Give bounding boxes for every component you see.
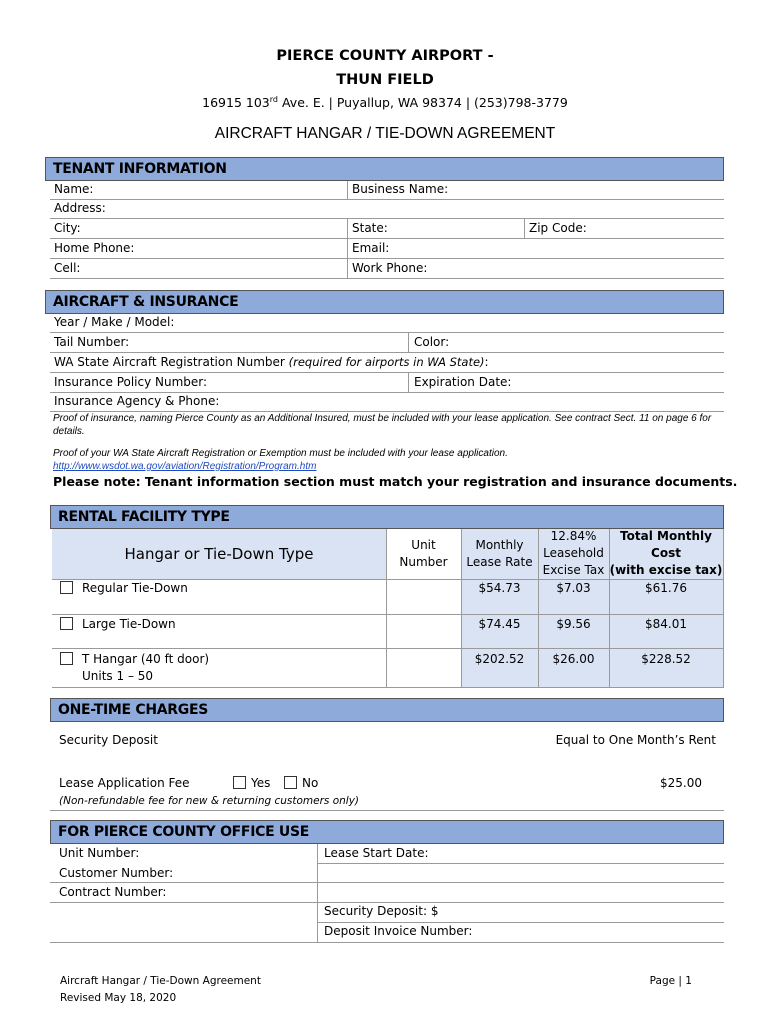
work-phone-field[interactable]: Work Phone: xyxy=(352,261,428,275)
tail-number-field[interactable]: Tail Number: xyxy=(54,335,130,349)
customer-number-field[interactable]: Customer Number: xyxy=(59,866,174,880)
business-name-field[interactable]: Business Name: xyxy=(352,182,449,196)
org-name-line1: PIERCE COUNTY AIRPORT - xyxy=(276,48,494,64)
fee-yes-label: Yes xyxy=(251,776,271,790)
row-label-regular-tie-down: Regular Tie-Down xyxy=(82,581,188,595)
regular-tie-down-checkbox[interactable] xyxy=(60,581,73,594)
monthly-rate-t-hangar: $202.52 xyxy=(474,652,525,666)
form-title: AIRCRAFT HANGAR / TIE-DOWN AGREEMENT xyxy=(214,125,556,142)
security-deposit-value: Equal to One Month’s Rent xyxy=(555,733,716,747)
city-field[interactable]: City: xyxy=(54,221,81,235)
org-name-line2: THUN FIELD xyxy=(336,72,434,88)
unit-number-field[interactable]: Unit Number: xyxy=(59,846,140,860)
section-office-heading: FOR PIERCE COUNTY OFFICE USE xyxy=(50,820,724,844)
t-hangar-checkbox[interactable] xyxy=(60,652,73,665)
application-fee-label: Lease Application Fee xyxy=(59,776,190,790)
lease-start-date-field[interactable]: Lease Start Date: xyxy=(324,846,429,860)
email-field[interactable]: Email: xyxy=(352,241,390,255)
monthly-rate-large: $74.45 xyxy=(478,617,521,631)
row-label-large-tie-down: Large Tie-Down xyxy=(82,617,176,631)
cell-field[interactable]: Cell: xyxy=(54,261,81,275)
fee-no-checkbox[interactable] xyxy=(284,776,297,789)
section-rental-heading: RENTAL FACILITY TYPE xyxy=(50,505,724,529)
color-field[interactable]: Color: xyxy=(414,335,450,349)
security-deposit-label: Security Deposit xyxy=(59,733,158,747)
col-header-excise: 12.84% Leasehold Excise Tax xyxy=(542,529,605,577)
unit-number-cell[interactable] xyxy=(388,580,460,614)
insurance-proof-note: Proof of insurance, naming Pierce County as an Additional Insured, must be included with your lease application. See contract Sect. 11 on page 6 for details. xyxy=(53,413,712,437)
section-aircraft-heading: AIRCRAFT & INSURANCE xyxy=(45,290,724,314)
registration-number-field[interactable]: WA State Aircraft Registration Number (required for airports in WA State): xyxy=(54,355,489,369)
contract-number-field[interactable]: Contract Number: xyxy=(59,885,167,899)
year-make-model-field[interactable]: Year / Make / Model: xyxy=(54,315,175,329)
unit-number-cell[interactable] xyxy=(388,649,460,686)
excise-tax-t-hangar: $26.00 xyxy=(552,652,595,666)
col-header-monthly: Monthly Lease Rate xyxy=(466,538,533,569)
excise-tax-regular: $7.03 xyxy=(556,581,591,595)
application-fee-value: $25.00 xyxy=(660,776,702,790)
state-field[interactable]: State: xyxy=(352,221,388,235)
col-header-total: Total Monthly Cost (with excise tax) xyxy=(609,529,723,577)
col-header-type: Hangar or Tie-Down Type xyxy=(124,545,314,563)
application-fee-note: (Non-refundable fee for new & returning customers only) xyxy=(59,795,360,807)
footer-doc-title: Aircraft Hangar / Tie-Down Agreement xyxy=(60,975,261,987)
total-cost-t-hangar: $228.52 xyxy=(641,652,691,666)
deposit-invoice-number-field[interactable]: Deposit Invoice Number: xyxy=(324,924,473,938)
row-label-t-hangar: T Hangar (40 ft door) Units 1 – 50 xyxy=(82,652,210,683)
registration-proof-note: Proof of your WA State Aircraft Registration or Exemption must be included with your lease application. xyxy=(53,448,508,459)
col-header-unit: Unit Number xyxy=(399,538,448,569)
total-cost-large: $84.01 xyxy=(645,617,687,631)
total-cost-regular: $61.76 xyxy=(645,581,687,595)
unit-number-cell[interactable] xyxy=(388,615,460,648)
footer-revised-date: Revised May 18, 2020 xyxy=(60,992,177,1004)
insurance-policy-number-field[interactable]: Insurance Policy Number: xyxy=(54,375,208,389)
fee-yes-checkbox[interactable] xyxy=(233,776,246,789)
org-address: 16915 103rd Ave. E. | Puyallup, WA 98374 | (253)798-3779 xyxy=(202,95,568,111)
large-tie-down-checkbox[interactable] xyxy=(60,617,73,630)
name-field[interactable]: Name: xyxy=(54,182,94,196)
registration-link[interactable]: http://www.wsdot.wa.gov/aviation/Registration/Program.htm xyxy=(53,461,317,472)
security-deposit-field[interactable]: Security Deposit: $ xyxy=(324,904,439,918)
section-tenant-heading: TENANT INFORMATION xyxy=(45,157,724,181)
address-field[interactable]: Address: xyxy=(54,201,106,215)
zip-code-field[interactable]: Zip Code: xyxy=(529,221,587,235)
insurance-agency-phone-field[interactable]: Insurance Agency & Phone: xyxy=(54,394,220,408)
expiration-date-field[interactable]: Expiration Date: xyxy=(414,375,512,389)
please-note: Please note: Tenant information section must match your registration and insurance documents. xyxy=(53,474,738,489)
footer-page-number: Page | 1 xyxy=(649,975,692,987)
fee-no-label: No xyxy=(302,776,319,790)
section-onetime-heading: ONE-TIME CHARGES xyxy=(50,698,724,722)
monthly-rate-regular: $54.73 xyxy=(478,581,521,595)
home-phone-field[interactable]: Home Phone: xyxy=(54,241,135,255)
excise-tax-large: $9.56 xyxy=(556,617,591,631)
